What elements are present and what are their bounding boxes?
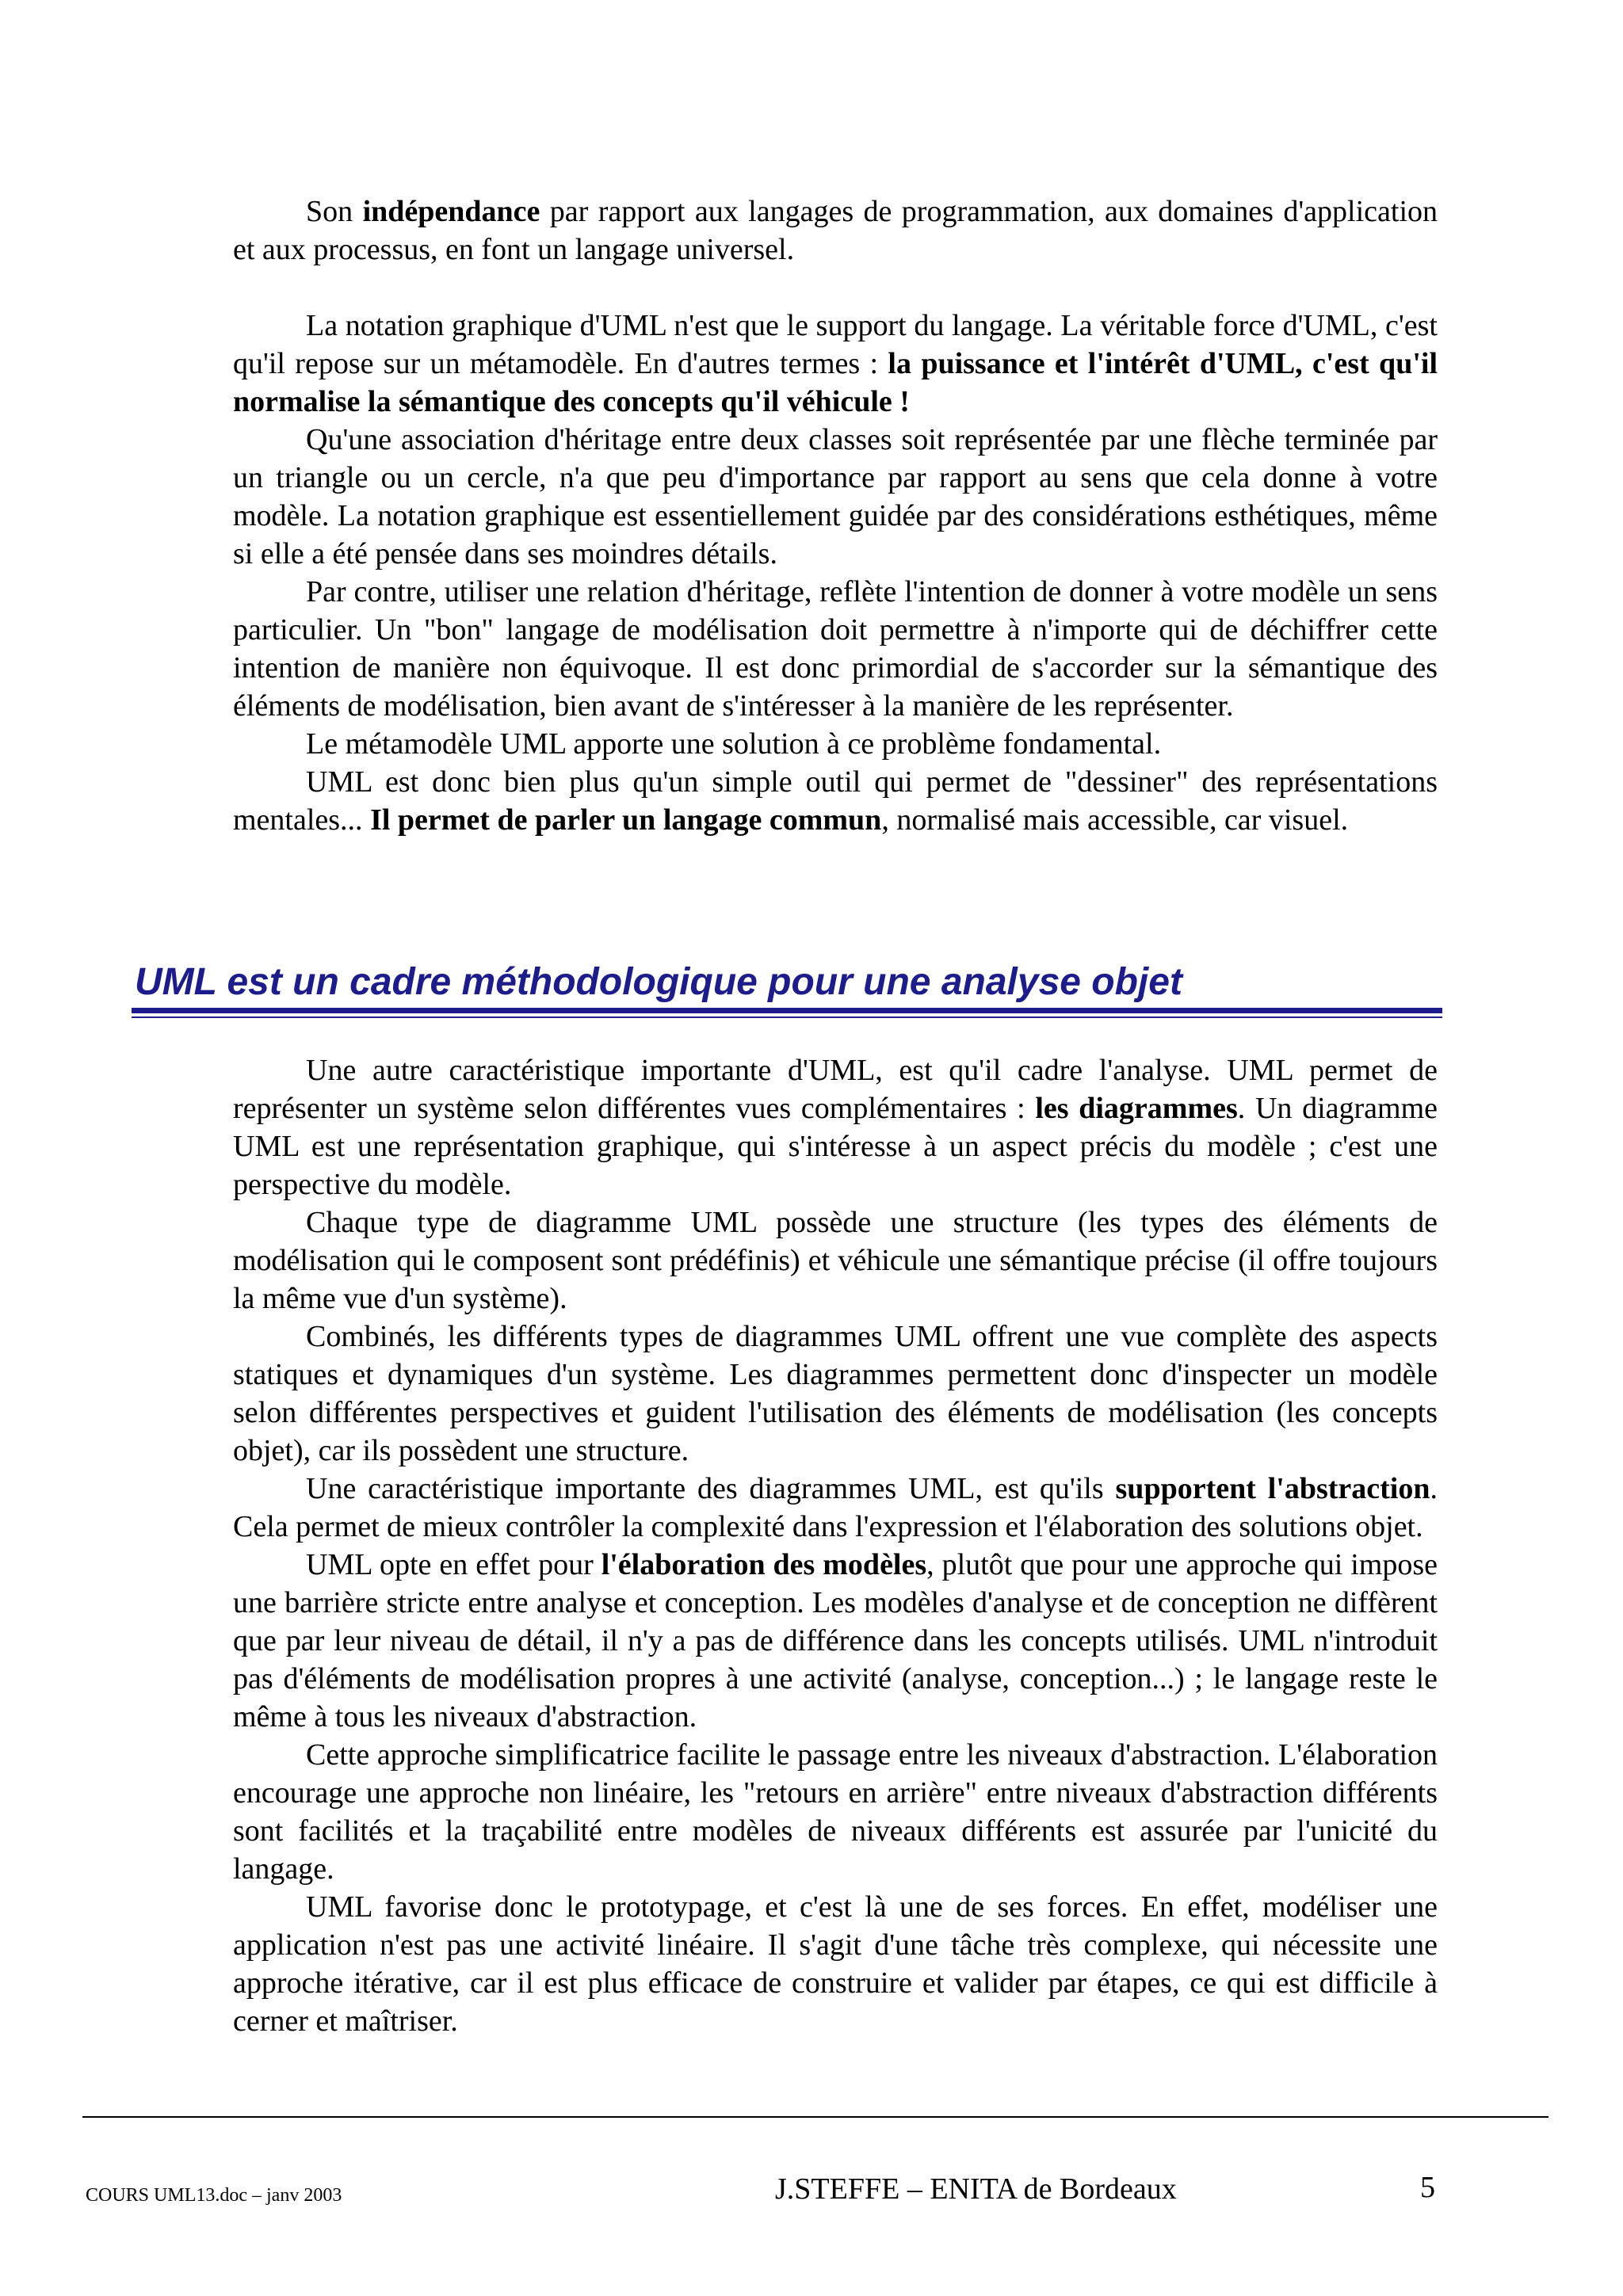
bold-emphasis: l'élaboration des modèles <box>601 1548 927 1581</box>
paragraph-abstraction: Une caractéristique importante des diagrammes UML, est qu'ils supportent l'abstraction. Cela permet de mieux contrôler la complexité dans l'expression et l'élaboration des solutions objet. <box>233 1472 1438 1543</box>
heading-underline-thin <box>132 1016 1442 1018</box>
footer-divider <box>82 2116 1549 2118</box>
paragraph-structure: Chaque type de diagramme UML possède une structure (les types des éléments de modélisation qui le composent sont prédéfinis) et véhicule une sémantique précise (il offre toujours la même vue d'un système). <box>233 1206 1438 1315</box>
section-text <box>233 1051 1438 2040</box>
bold-emphasis: la puissance et l'intérêt d'UML, c'est qu'il normalise la sémantique des concepts qu'il véhicule ! <box>233 347 1438 418</box>
footer-author: J.STEFFE – ENITA de Bordeaux <box>775 2172 1177 2206</box>
section-heading: UML est un cadre méthodologique pour une analyse objet <box>135 961 1182 1003</box>
paragraph-independence: Son indépendance par rapport aux langages de programmation, aux domaines d'application et aux processus, en font un langage universel. <box>233 195 1438 266</box>
paragraph-combined: Combinés, les différents types de diagrammes UML offrent une vue complète des aspects statiques et dynamiques d'un système. Les diagrammes permettent donc d'inspecter un modèle selon différentes perspectives et guident l'utilisation des éléments de modélisation (les concepts objet), car ils possèdent une structure. <box>233 1320 1438 1467</box>
paragraph-elaboration: UML opte en effet pour l'élaboration des modèles, plutôt que pour une approche qui impose une barrière stricte entre analyse et conception. Les modèles d'analyse et de conception ne diffèrent que par leur niveau de détail, il n'y a pas de différence dans les concepts utilisés. UML n'introduit pas d'éléments de modélisation propres à une activité (analyse, conception...) ; le langage reste le même à tous les niveaux d'abstraction. <box>233 1548 1438 1733</box>
bold-emphasis: Il permet de parler un langage commun <box>370 803 882 837</box>
intro-text <box>233 193 1438 839</box>
page-number: 5 <box>1420 2171 1435 2204</box>
paragraph-heritage: Par contre, utiliser une relation d'héritage, reflète l'intention de donner à votre modèle un sens particulier. Un "bon" langage de modélisation doit permettre à n'importe qui de déchiffrer cette intention de manière non équivoque. Il est donc primordial de s'accorder sur la sémantique des éléments de modélisation, bien avant de s'intéresser à la manière de les représenter. <box>233 575 1438 723</box>
paragraph-association: Qu'une association d'héritage entre deux classes soit représentée par une flèche terminée par un triangle ou un cercle, n'a que peu d'importance par rapport au sens que cela donne à votre modèle. La notation graphique est essentiellement guidée par des considérations esthétiques, même si elle a été pensée dans ses moindres détails. <box>233 423 1438 570</box>
paragraph-common-language: UML est donc bien plus qu'un simple outil qui permet de "dessiner" des représentations mentales... Il permet de parler un langage commun, normalisé mais accessible, car visuel. <box>233 765 1438 837</box>
bold-emphasis: supportent l'abstraction <box>1115 1472 1430 1505</box>
paragraph-notation: La notation graphique d'UML n'est que le support du langage. La véritable force d'UML, c'est qu'il repose sur un métamodèle. En d'autres termes : la puissance et l'intérêt d'UML, c'est qu'il normalise la sémantique des concepts qu'il véhicule ! <box>233 309 1438 418</box>
heading-underline-thick <box>132 1008 1442 1013</box>
paragraph-simplification: Cette approche simplificatrice facilite le passage entre les niveaux d'abstraction. L'élaboration encourage une approche non linéaire, les "retours en arrière" entre niveaux d'abstraction différents sont facilités et la traçabilité entre modèles de niveaux différents est assurée par l'unicité du langage. <box>233 1738 1438 1886</box>
bold-emphasis: indépendance <box>362 195 540 228</box>
bold-emphasis: les diagrammes <box>1035 1092 1238 1125</box>
paragraph-prototyping: UML favorise donc le prototypage, et c'est là une de ses forces. En effet, modéliser une application n'est pas une activité linéaire. Il s'agit d'une tâche très complexe, qui nécessite une approche itérative, car il est plus efficace de construire et valider par étapes, ce qui est difficile à cerner et maîtriser. <box>233 1890 1438 2038</box>
footer-file-info: COURS UML13.doc – janv 2003 <box>86 2185 342 2206</box>
paragraph-diagrams: Une autre caractéristique importante d'UML, est qu'il cadre l'analyse. UML permet de représenter un système selon différentes vues complémentaires : les diagrammes. Un diagramme UML est une représentation graphique, qui s'intéresse à un aspect précis du modèle ; c'est une perspective du modèle. <box>233 1054 1438 1201</box>
paragraph-metamodel: Le métamodèle UML apporte une solution à ce problème fondamental. <box>306 727 1162 761</box>
